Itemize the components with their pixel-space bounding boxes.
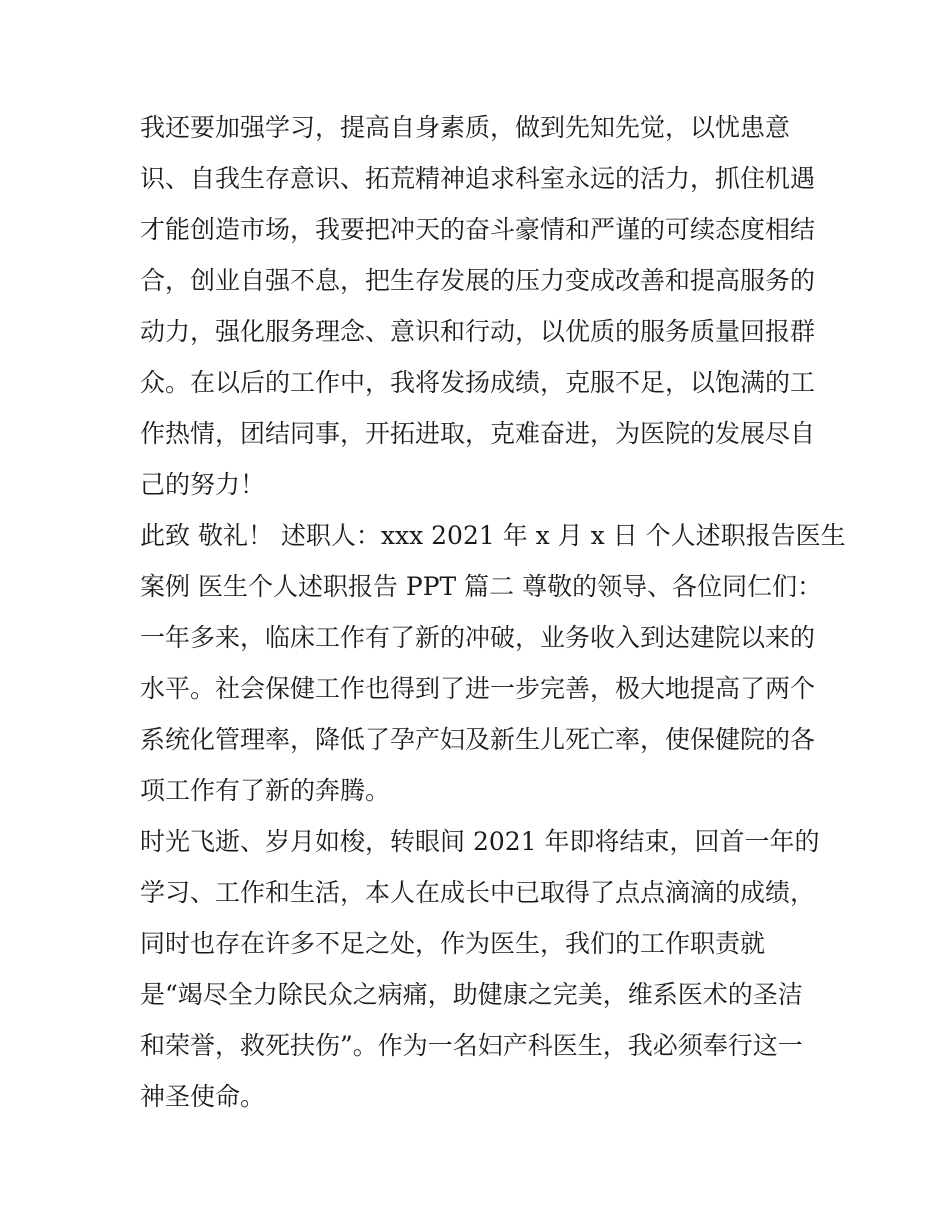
text-line: 此致 敬礼！ 述职人：xxx 2021 年 x 月 x 日 个人述职报告医生 [140, 521, 846, 550]
text-line: 才能创造市场，我要把冲天的奋斗豪情和严谨的可续态度相结 [140, 215, 816, 244]
text-line: 水平。社会保健工作也得到了进一步完善，极大地提高了两个 [140, 674, 816, 703]
text-line: 我还要加强学习，提高自身素质，做到先知先觉，以忧患意 [140, 113, 791, 142]
text-line: 同时也存在许多不足之处，作为医生，我们的工作职责就 [140, 929, 766, 958]
text-line: 合，创业自强不息，把生存发展的压力变成改善和提高服务的 [140, 266, 816, 295]
text-line: 学习、工作和生活，本人在成长中已取得了点点滴滴的成绩， [140, 878, 816, 907]
text-line: 项工作有了新的奔腾。 [140, 776, 391, 805]
text-line: 动力，强化服务理念、意识和行动，以优质的服务质量回报群 [140, 317, 816, 346]
text-line: 是“竭尽全力除民众之病痛，助健康之完美，维系医术的圣洁 [140, 980, 803, 1009]
text-line: 案例 医生个人述职报告 PPT 篇二 尊敬的领导、各位同仁们： [140, 572, 823, 601]
text-line: 众。在以后的工作中，我将发扬成绩，克服不足，以饱满的工 [140, 368, 816, 397]
document-body [140, 102, 846, 1122]
text-line: 己的努力！ [140, 470, 266, 499]
text-line: 系统化管理率，降低了孕产妇及新生儿死亡率，使保健院的各 [140, 725, 816, 754]
text-line: 神圣使命。 [140, 1082, 266, 1111]
text-line: 时光飞逝、岁月如梭，转眼间 2021 年即将结束，回首一年的 [140, 827, 820, 856]
text-line: 作热情，团结同事，开拓进取，克难奋进，为医院的发展尽自 [140, 419, 816, 448]
text-line: 一年多来，临床工作有了新的冲破，业务收入到达建院以来的 [140, 623, 816, 652]
text-line: 识、自我生存意识、拓荒精神追求科室永远的活力，抓住机遇 [140, 164, 816, 193]
text-line: 和荣誉，救死扶伤”。作为一名妇产科医生，我必须奉行这一 [140, 1031, 803, 1060]
